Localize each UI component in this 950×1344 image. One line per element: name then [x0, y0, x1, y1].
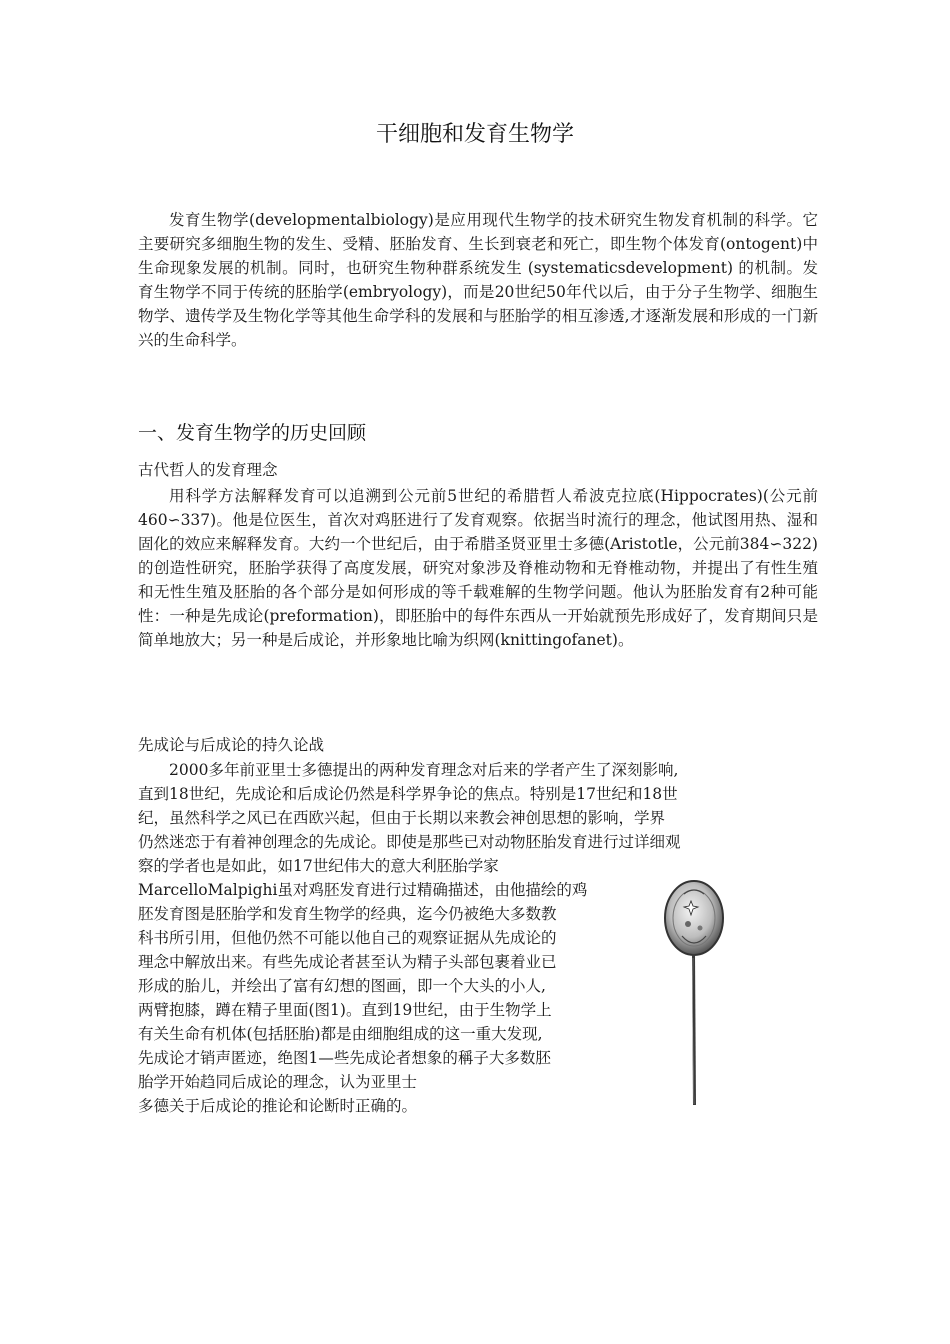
debate-line: 科书所引用，但他仍然不可能以他自己的观察证据从先成论的: [138, 929, 557, 947]
debate-line: 先成论才销声匿迹，绝图1—些先成论者想象的稱子大多数胚: [138, 1049, 551, 1067]
intro-paragraph: 发育生物学(developmentalbiology)是应用现代生物学的技术研究生物发育机制的科学。它主要研究多细胞生物的发生、受精、胚胎发育、生长到衰老和死亡，即生物个体发育(ontogent)中生命现象发展的机制。同时，也研究生物种群系统发生 (systematicsdevelopment) 的机制。发育生物学不同于传统的胚胎学(embryology)，而是20世纪50年代以后，由于分子生物学、细胞生物学、遗传学及生物化学等其他生命学科的发展和与胚胎学的相互渗透,才逐渐发展和形成的一门新兴的生命科学。: [138, 211, 818, 349]
ancient-paragraph: 用科学方法解释发育可以追溯到公元前5世纪的希腊哲人希波克拉底(Hippocrates)(公元前460∽337)。他是位医生，首次对鸡胚进行了发育观察。依据当时流行的理念，他试图用热、湿和固化的效应来解释发育。大约一个世纪后，由于希腊圣贤亚里士多德(Aristotle，公元前384∽322)的创造性研究，胚胎学获得了高度发展，研究对象涉及脊椎动物和无脊椎动物，并提出了有性生殖和无性生殖及胚胎的各个部分是如何形成的等千载难解的生物学问题。他认为胚胎发育有2种可能性：一种是先成论(preformation)，即胚胎中的每件东西从一开始就预先形成好了，发育期间只是简单地放大；另一种是后成论，并形象地比喻为织网(knittingofanet)。: [138, 487, 818, 649]
section-heading: 一、发育生物学的历史回顾: [138, 422, 367, 444]
debate-line: 胚发育图是胚胎学和发育生物学的经典，迄今仍被绝大多数教: [138, 905, 557, 923]
debate-line: 胎学开始趋同后成论的理念，认为亚里士: [138, 1073, 418, 1091]
sperm-homunculus-illustration: [662, 876, 730, 1106]
debate-line: 2000多年前亚里士多德提出的两种发育理念对后来的学者产生了深刻影响,: [169, 761, 679, 779]
debate-line: 直到18世纪，先成论和后成论仍然是科学界争论的焦点。特别是17世纪和18世: [138, 785, 678, 803]
subsection-heading-debate: 先成论与后成论的持久论战: [138, 736, 325, 754]
debate-line: 形成的胎儿，并绘出了富有幻想的图画，即一个大头的小人,: [138, 977, 546, 995]
document-title: 干细胞和发育生物学: [375, 122, 574, 147]
homunculus-figure-svg: [662, 876, 730, 1106]
debate-line: 理念中解放出来。有些先成论者甚至认为精子头部包裹着业已: [138, 953, 557, 971]
debate-line: MarcelloMalpighi虽对鸡胚发育进行过精确描述，由他描绘的鸡: [138, 881, 588, 899]
debate-line: 多德关于后成论的推论和论断时正确的。: [138, 1097, 418, 1115]
debate-line: 纪，虽然科学之风已在西欧兴起，但由于长期以来教会神创思想的影响，学界: [138, 809, 666, 827]
debate-line: 两臂抱膝，蹲在精子里面(图1)。直到19世纪，由于生物学上: [138, 1001, 552, 1019]
subsection-heading-ancient: 古代哲人的发育理念: [138, 461, 278, 479]
debate-line: 察的学者也是如此，如17世纪伟大的意大利胚胎学家: [138, 857, 499, 875]
debate-line: 有关生命有机体(包括胚胎)都是由细胞组成的这一重大发现,: [138, 1025, 543, 1043]
debate-line: 仍然迷恋于有着神创理念的先成论。即使是那些已对动物胚胎发育进行过详细观: [138, 833, 681, 851]
